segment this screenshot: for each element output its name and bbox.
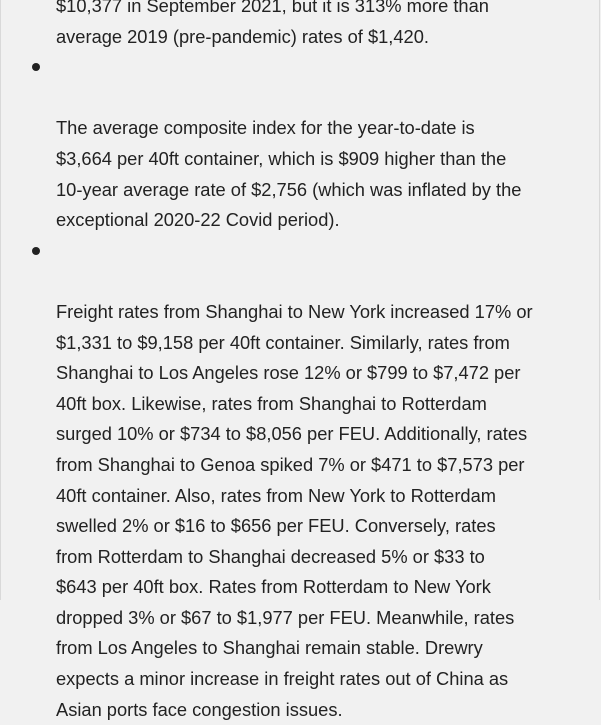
bullet-item-composite-index [1,52,601,236]
article-body [1,0,601,725]
bullet-dot-icon [32,247,40,255]
bullet-text: The average composite index for the year-to-date is $3,664 per 40ft container, which is $909 higher than the 10-year average rate of $2,756 (which was inflated by the exceptional 2020-22 Covid period). [56,117,522,231]
bullet-item-freight-rates [1,236,601,725]
bullet-text: Freight rates from Shanghai to New York increased 17% or $1,331 to $9,158 per 40ft container. Similarly, rates from Shanghai to Los Angeles rose 12% or $799 to $7,472 per 40ft box. Likewise, rates from Shanghai to Rotterdam surged 10% or $734 to $8,056 per FEU. Additionally, rates from Shanghai to Genoa spiked 7% or $471 to $7,573 per 40ft container. Also, rates from New York to Rotterdam swelled 2% or $16 to $656 per FEU. Conversely, rates from Rotterdam to Shanghai decreased 5% or $33 to $643 per 40ft box. Rates from Rotterdam to New York dropped 3% or $67 to $1,977 per FEU. Meanwhile, rates from Los Angeles to Shanghai remain stable. Drewry expects a minor increase in freight rates out of China as Asian ports face congestion issues. [56,300,533,720]
paragraph-continuation: $10,377 in September 2021, but it is 313% more than average 2019 (pre-pandemic) rates of $1,420. [56,0,489,47]
bullet-dot-icon [32,63,40,71]
